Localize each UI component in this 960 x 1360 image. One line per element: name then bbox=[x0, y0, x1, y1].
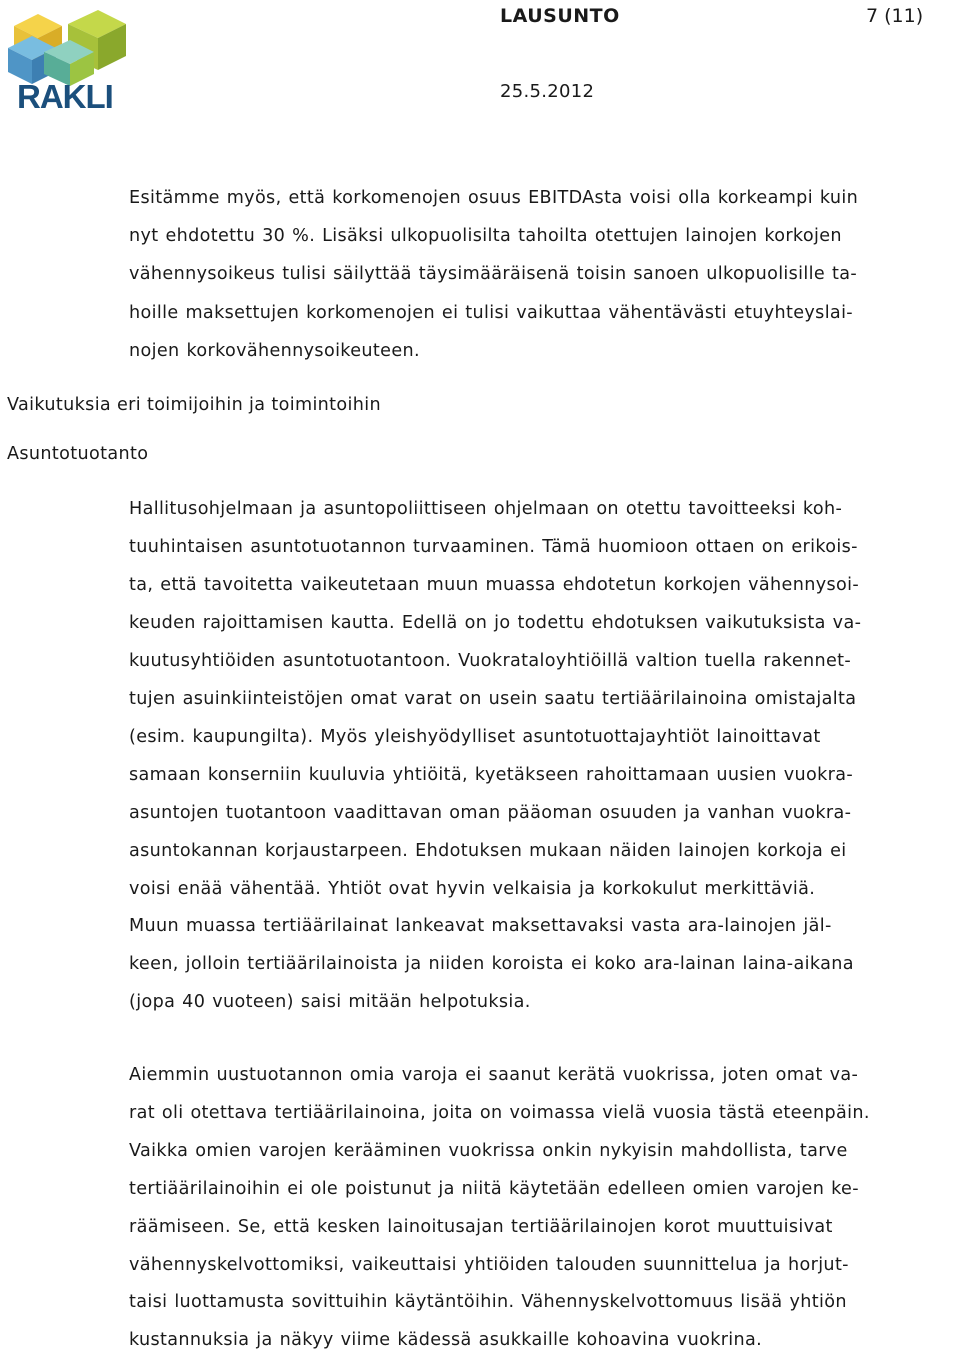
text-line: vähennyskelvottomiksi, vaikeuttaisi yhtiöiden talouden suunnittelua ja horjut- bbox=[129, 1254, 849, 1275]
text-line: vähennysoikeus tulisi säilyttää täysimääräisenä toisin sanoen ulkopuolisille ta- bbox=[129, 264, 858, 285]
text-line: nojen korkovähennysoikeuteen. bbox=[129, 340, 420, 361]
paragraph-housing-production bbox=[129, 491, 960, 1022]
text-line: kuutusyhtiöiden asuntotuotantoon. Vuokrataloyhtiöillä valtion tuella rakennet- bbox=[129, 650, 852, 671]
text-line: Aiemmin uustuotannon omia varoja ei saanut kerätä vuokrissa, joten omat va- bbox=[129, 1065, 859, 1085]
section-heading: Vaikutuksia eri toimijoihin ja toimintoihin bbox=[7, 395, 382, 415]
text-line: Vaikka omien varojen kerääminen vuokrissa onkin nykyisin mahdollista, tarve bbox=[129, 1140, 848, 1161]
text-line: taisi luottamusta sovittuihin käytäntöihin. Vähennyskelvottomuus lisää yhtiön bbox=[129, 1292, 847, 1313]
text-line: tujen asuinkiinteistöjen omat varat on usein saatu tertiäärilainoina omistajalta bbox=[129, 688, 857, 709]
text-line: (esim. kaupungilta). Myös yleishyödylliset asuntotuottajayhtiöt lainoittavat bbox=[129, 726, 821, 747]
text-line: (jopa 40 vuoteen) saisi mitään helpotuksia. bbox=[129, 992, 531, 1013]
text-line: asuntokannan korjaustarpeen. Ehdotuksen mukaan näiden lainojen korkoja ei bbox=[129, 840, 847, 861]
text-line: voisi enää vähentää. Yhtiöt ovat hyvin velkaisia ja korkokulut merkittäviä. bbox=[129, 878, 816, 899]
paragraph-ebitda bbox=[129, 179, 960, 370]
page-number: 7 (11) bbox=[866, 5, 924, 27]
text-line: keen, jolloin tertiäärilainoista ja niiden koroista ei koko ara-lainan laina-aikana bbox=[129, 954, 854, 975]
text-line: Hallitusohjelmaan ja asuntopoliittiseen ohjelmaan on otettu tavoitteeksi koh- bbox=[129, 499, 843, 519]
text-line: keuden rajoittamisen kautta. Edellä on jo todettu ehdotuksen vaikutuksista va- bbox=[129, 612, 862, 633]
text-line: rat oli otettava tertiäärilainoina, joita on voimassa vielä vuosia tästä eteenpäin. bbox=[129, 1102, 870, 1123]
rakli-logo bbox=[4, 4, 130, 114]
document-type: LAUSUNTO bbox=[500, 5, 620, 27]
text-line: asuntojen tuotantoon vaadittavan oman pääoman osuuden ja vanhan vuokra- bbox=[129, 802, 852, 823]
text-line: samaan konserniin kuuluvia yhtiöitä, kyetäkseen rahoittamaan uusien vuokra- bbox=[129, 764, 854, 785]
text-line: räämiseen. Se, että kesken lainoitusajan tertiäärilainojen korot muuttuisivat bbox=[129, 1216, 833, 1237]
text-line: kustannuksia ja näkyy viime kädessä asukkaille kohoavina vuokrina. bbox=[129, 1330, 763, 1351]
subsection-heading: Asuntotuotanto bbox=[7, 444, 149, 464]
text-line: tuuhintaisen asuntotuotannon turvaaminen. Tämä huomioon ottaen on erikois- bbox=[129, 536, 858, 557]
document-date: 25.5.2012 bbox=[500, 81, 595, 102]
text-line: Muun muassa tertiäärilainat lankeavat maksettavaksi vasta ara-lainojen jäl- bbox=[129, 916, 832, 937]
text-line: tertiäärilainoihin ei ole poistunut ja niitä käytetään edelleen omien varojen ke- bbox=[129, 1178, 859, 1199]
logo-wordmark: RAKLI bbox=[17, 78, 113, 114]
text-line: nyt ehdotettu 30 %. Lisäksi ulkopuolisilta tahoilta otettujen lainojen korkojen bbox=[129, 226, 842, 247]
text-line: ta, että tavoitetta vaikeutetaan muun muassa ehdotetun korkojen vähennysoi- bbox=[129, 574, 860, 595]
text-line: Esitämme myös, että korkomenojen osuus EBITDAsta voisi olla korkeampi kuin bbox=[129, 188, 859, 208]
paragraph-own-funds bbox=[129, 1057, 960, 1360]
text-line: hoille maksettujen korkomenojen ei tulisi vaikuttaa vähentävästi etuyhteyslai- bbox=[129, 302, 854, 323]
